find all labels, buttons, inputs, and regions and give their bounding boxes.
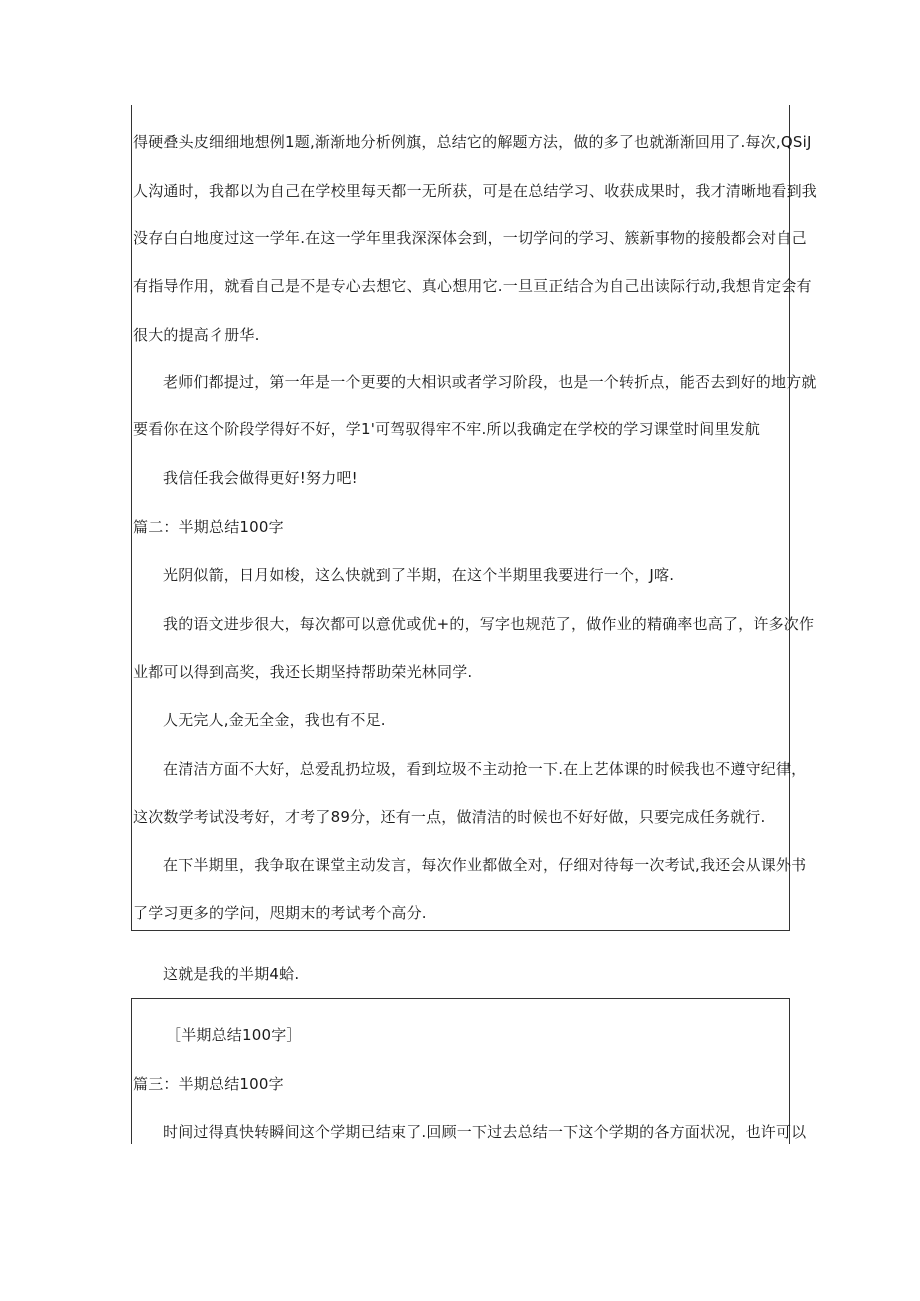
text-line: 业都可以得到高奖，我还长期坚持帮助荣光林同学. (133, 663, 473, 681)
text-line: 了学习更多的学问，咫期末的考试考个高分. (133, 904, 427, 922)
text-line: 在下半期里，我争取在课堂主动发言，每次作业都做全对，仔细对待每一次考试,我还会从课外书 (163, 856, 807, 874)
text-line: 光阴似箭，日月如梭，这么快就到了半期，在这个半期里我要进行一个，J喀. (163, 566, 675, 584)
bracket-title: ［半期总结100字］ (166, 1026, 302, 1044)
section-heading: 篇三：半期总结100字 (133, 1075, 284, 1093)
text-line: 这就是我的半期4蛤. (163, 965, 300, 983)
text-line: 在清洁方面不大好，总爱乱扔垃圾，看到垃圾不主动抢一下.在上艺体课的时候我也不遵守纪律， (163, 760, 807, 778)
text-line: 人沟通时，我都以为自己在学校里每天都一无所获，可是在总结学习、收获成果时，我才清晰地看到我 (133, 182, 818, 200)
text-line: 我的语文进步很大，每次都可以意优或优+的，写字也规范了，做作业的精确率也高了，许多次作 (163, 615, 815, 633)
text-line: 人无完人,金无全金，我也有不足. (163, 711, 386, 729)
text-line: 我信任我会做得更好!努力吧! (163, 469, 358, 487)
text-line: 时间过得真快转瞬间这个学期已结束了.回顾一下过去总结一下这个学期的各方面状况，也许可以 (163, 1123, 807, 1141)
text-line: 没存白白地度过这一学年.在这一学年里我深深体会到，一切学问的学习、簇新事物的接般都会对自己 (133, 229, 807, 247)
text-line: 得硬叠头皮细细地想例1题,渐渐地分析例旗，总结它的解题方法，做的多了也就渐渐回用了.每次,QSiJ (133, 133, 812, 151)
section-heading: 篇二：半期总结100字 (133, 518, 284, 536)
text-line: 老师们都提过，第一年是一个更要的大相识或者学习阶段，也是一个转折点，能否去到好的地方就 (163, 373, 817, 391)
text-line: 有指导作用，就看自己是不是专心去想它、真心想用它.一旦亘正结合为自己出读际行动,我想肯定会有 (133, 277, 812, 295)
text-line: 这次数学考试没考好，才考了89分，还有一点，做清洁的时候也不好好做，只要完成任务就行. (133, 808, 766, 826)
text-line: 要看你在这个阶段学得好不好，学1'可驾驭得牢不牢.所以我确定在学校的学习课堂时间里发航 (133, 420, 761, 438)
text-line: 很大的提高彳册华. (133, 326, 260, 344)
